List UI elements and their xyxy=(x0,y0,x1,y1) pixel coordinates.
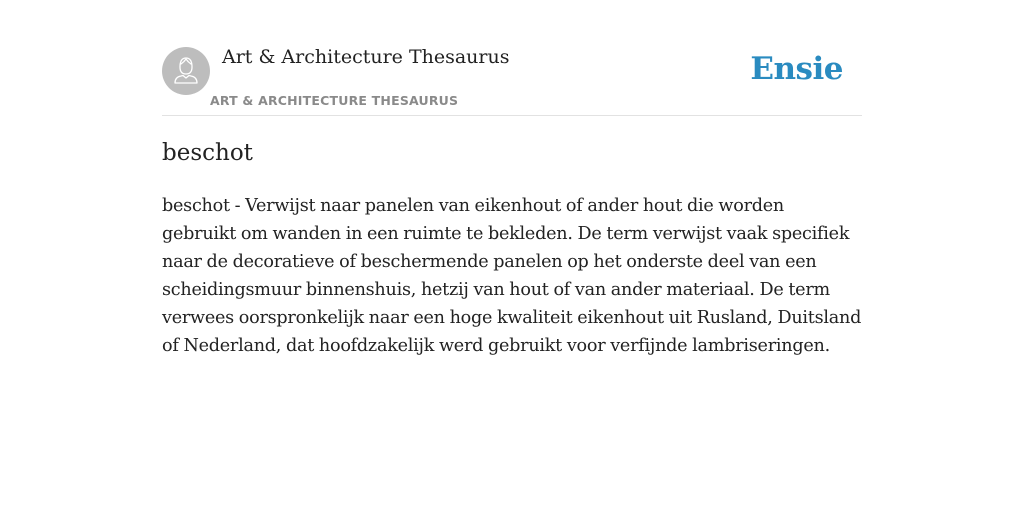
source-header xyxy=(162,0,862,116)
source-avatar[interactable] xyxy=(162,47,210,95)
entry-term: beschot xyxy=(162,140,253,166)
entry-definition: beschot - Verwijst naar panelen van eikenhout of ander hout die worden gebruikt om wanden in een ruimte te bekleden. De term verwijst vaak specifiek naar de decoratieve of beschermende panelen op het onderste deel van een scheidingsmuur binnenshuis, hetzij van hout of van ander materiaal. De term verwees oorspronkelijk naar een hoge kwaliteit eikenhout uit Rusland, Duitsland of Nederland, dat hoofdzakelijk werd gebruikt voor verfijnde lambriseringen. xyxy=(162,196,862,356)
page-container xyxy=(162,0,862,356)
ensie-logo[interactable]: Ensie xyxy=(750,51,843,87)
source-title-link[interactable]: Art & Architecture Thesaurus xyxy=(222,46,510,68)
source-category-link[interactable]: ART & ARCHITECTURE THESAURUS xyxy=(210,93,459,108)
user-silhouette-icon xyxy=(162,47,210,95)
